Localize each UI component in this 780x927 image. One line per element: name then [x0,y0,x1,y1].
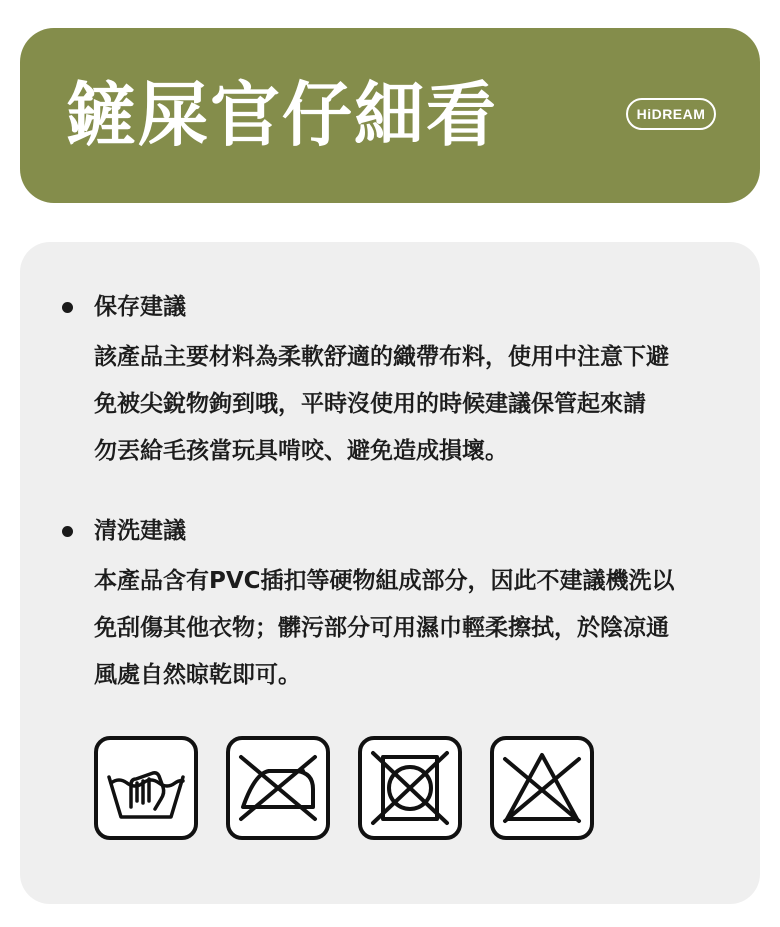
brand-logo: HiDREAM [626,98,716,130]
bullet-icon [62,302,73,313]
text-line: 免被尖銳物鉤到哦，平時沒使用的時候建議保管起來請 [94,391,646,417]
section-text [94,558,675,699]
section-title: 保存建議 [94,294,186,320]
do-not-bleach-icon [490,736,594,840]
section-text [94,334,669,475]
section-title: 清洗建議 [94,518,186,544]
bullet-icon [62,526,73,537]
do-not-iron-icon [226,736,330,840]
text-line: 免刮傷其他衣物；髒污部分可用濕巾輕柔擦拭，於陰凉通 [94,615,669,641]
text-line: 風處自然晾乾即可。 [94,662,301,688]
do-not-tumble-dry-icon [358,736,462,840]
hand-wash-icon [94,736,198,840]
text-line: 勿丟給毛孩當玩具啃咬、避免造成損壞。 [94,438,508,464]
text-line: 本產品含有PVC插扣等硬物組成部分，因此不建議機洗以 [94,568,675,594]
care-instructions-card [20,242,760,904]
text-line: 該產品主要材料為柔軟舒適的織帶布料，使用中注意下避 [94,344,669,370]
care-icons-row [94,736,594,840]
page-title: 鏟屎官仔細看 [66,74,498,156]
header-banner [20,28,760,203]
